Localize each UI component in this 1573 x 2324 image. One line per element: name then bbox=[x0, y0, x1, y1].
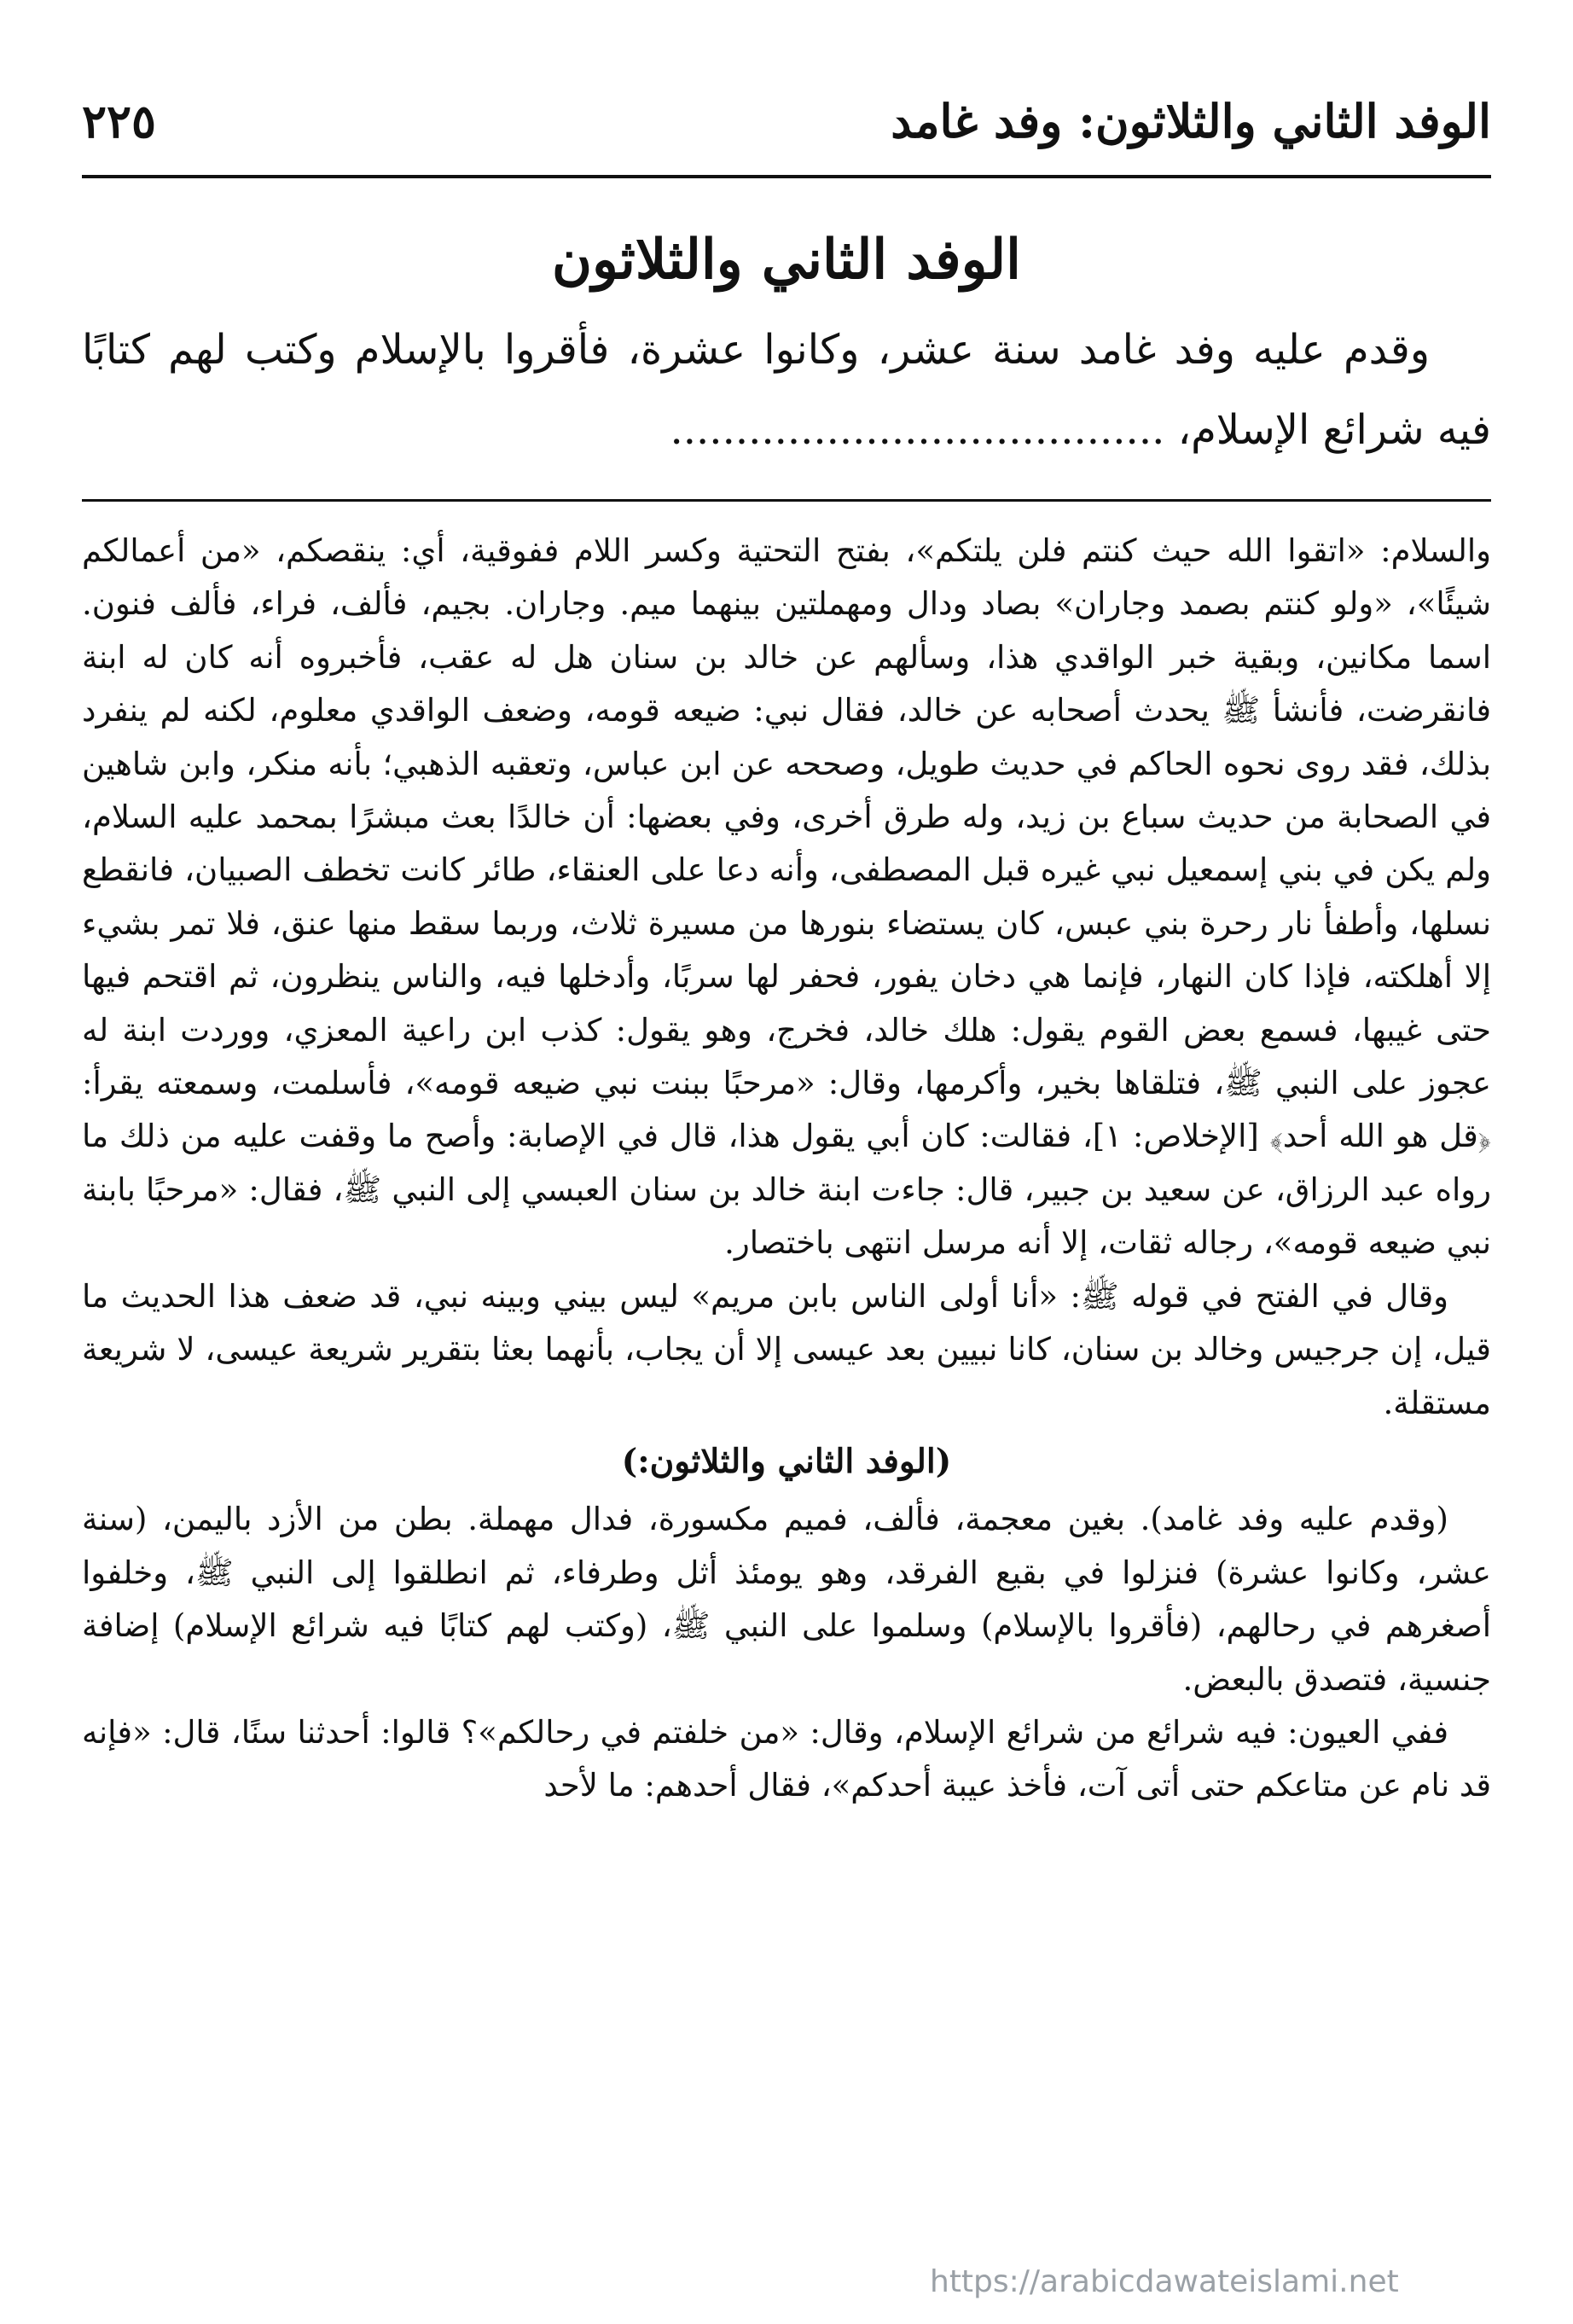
matn-dots: ...................................... bbox=[670, 406, 1165, 454]
running-title: الوفد الثاني والثلاثون: وفد غامد bbox=[891, 94, 1491, 148]
sharh-subheading: (الوفد الثاني والثلاثون:) bbox=[621, 1441, 952, 1481]
sharh-paragraph-3: (وقدم عليه وفد غامد). بغين معجمة، فألف، فميم مكسورة، فدال مهملة. بطن من الأزد باليمن، (سنة عشر، وكانوا عشرة) فنزلوا في بقيع الفرقد، وهو يومئذ أثل وطرفاء، ثم انطلقوا إلى النبي ﷺ، وخلفوا أصغرهم في رحالهم، (فأقروا بالإسلام) وسلموا على النبي ﷺ، (وكتب لهم كتابًا فيه شرائع الإسلام) إضافة جنسية، فتصدق بالبعض. bbox=[82, 1501, 1491, 1698]
matn-body: وقدم عليه وفد غامد سنة عشر، وكانوا عشرة، فأقروا بالإسلام وكتب لهم كتابًا فيه شرائع الإسلام، bbox=[82, 326, 1491, 454]
matn-text bbox=[82, 310, 1491, 470]
page-header bbox=[82, 77, 1491, 171]
sharh-paragraph-4: ففي العيون: فيه شرائع من شرائع الإسلام، وقال: «من خلفتم في رحالكم»؟ قالوا: أحدثنا سنًا، قال: «فإنه قد نام عن متاعكم حتى أتى آت، فأخذ عيبة أحدكم»، فقال أحدهم: ما لأحد bbox=[82, 1713, 1491, 1804]
matn-section bbox=[82, 218, 1491, 474]
page-number: ٢٢٥ bbox=[82, 94, 157, 148]
matn-title: الوفد الثاني والثلاثون bbox=[552, 228, 1021, 292]
matn-rule bbox=[82, 499, 1491, 502]
sharh-paragraph-2: وقال في الفتح في قوله ﷺ: «أنا أولى الناس بابن مريم» ليس بيني وبينه نبي، قد ضعف هذا الحديث ما قيل، إن جرجيس وخالد بن سنان، كانا نبيين بعد عيسى إلا أن يجاب، بأنهما بعثا بتقرير شريعة عيسى، لا شريعة مستقلة. bbox=[82, 1277, 1491, 1421]
watermark-url: https://arabicdawateislami.net bbox=[930, 2264, 1399, 2299]
sharh-section bbox=[82, 525, 1491, 2265]
sharh-paragraph-1: والسلام: «اتقوا الله حيث كنتم فلن يلتكم»، بفتح التحتية وكسر اللام ففوقية، أي: ينقصكم، «من أعمالكم شيئًا»، «ولو كنتم بصمد وجاران» بصاد ودال ومهملتين بينهما ميم. وجاران. بجيم، فألف، فراء، فألف فنون. اسما مكانين، وبقية خبر الواقدي هذا، وسألهم عن خالد بن سنان هل له عقب، فأخبروه أنه كان له ابنة فانقرضت، فأنشأ ﷺ يحدث أصحابه عن خالد، فقال نبي: ضيعه قومه، وضعف الواقدي معلوم، لكنه لم ينفرد بذلك، فقد روى نحوه الحاكم في حديث طويل، وصححه عن ابن عباس، وتعقبه الذهبي؛ بأنه منكر، وابن شاهين في الصحابة من حديث سباع بن زيد، وله طرق أخرى، وفي بعضها: أن خالدًا بعث مبشرًا بمحمد عليه السلام، ولم يكن في بني إسمعيل نبي غيره قبل المصطفى، وأنه دعا على العنقاء، طائر كانت تخطف الصبيان، فانقطع نسلها، وأطفأ نار رحرة بني عبس، كان يستضاء بنورها من مسيرة ثلاث، وربما سقط منها عنق، فلا تمر بشيء إلا أهلكته، فإذا كان النهار، فإنما هي دخان يفور، فحفر لها سربًا، وأدخلها فيه، والناس ينظرون، ثم اقتحم فيها حتى غيبها، فسمع بعض القوم يقول: هلك خالد، فخرج، وهو يقول: كذب ابن راعية المعزي، ووردت ابنة له عجوز على النبي ﷺ، فتلقاها بخير، وأكرمها، وقال: «مرحبًا ببنت نبي ضيعه قومه»، فأسلمت، وسمعته يقرأ: ﴿قل هو الله أحد﴾ [الإخلاص: ١]، فقالت: كان أبي يقول هذا، قال في الإصابة: وأصح ما وقفت عليه من ذلك ما رواه عبد الرزاق، عن سعيد بن جبير، قال: جاءت ابنة خالد بن سنان العبسي إلى النبي ﷺ، فقال: «مرحبًا بابنة نبي ضيعه قومه»، رجاله ثقات، إلا أنه مرسل انتهى باختصار. bbox=[82, 532, 1491, 1262]
header-rule bbox=[82, 175, 1491, 178]
